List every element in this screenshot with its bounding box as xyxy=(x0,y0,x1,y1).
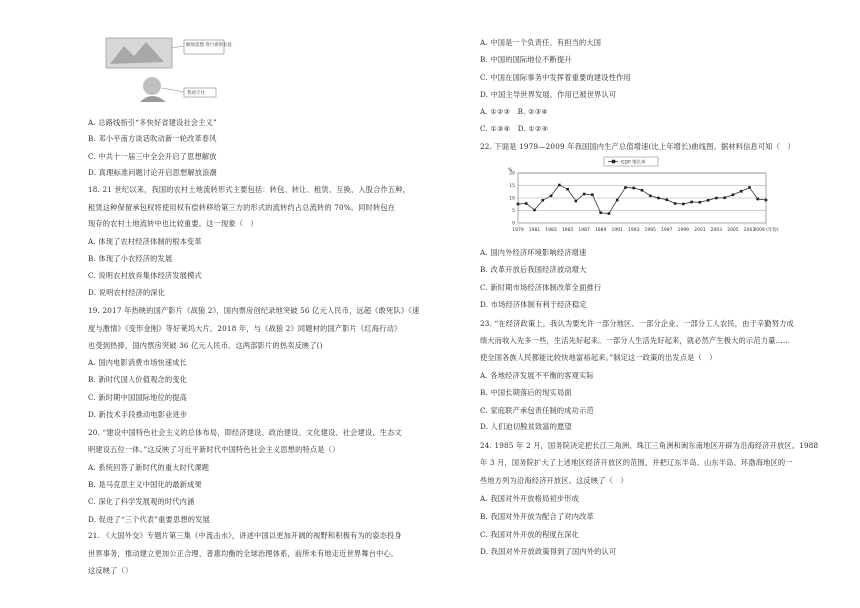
text-line: B. 改革开放后我国经济波动增大 xyxy=(480,265,587,274)
text-line: A. 系统回答了新时代的重大时代课题 xyxy=(88,463,210,472)
legend-label: GDP 增长率 xyxy=(621,160,646,166)
data-point xyxy=(723,196,726,199)
text-line: 24. 1985 年 2 月，国务院决定把长江三角洲、珠江三角洲和闽东南地区开辟为沿海经济开放区。1988 xyxy=(480,441,819,450)
data-point xyxy=(715,197,718,200)
data-point xyxy=(517,203,520,206)
text-line: C. 中共十一届三中全会开启了思想解放 xyxy=(88,152,217,161)
x-tick-label: 1987 xyxy=(578,228,590,233)
text-line: A. ①②③ B. ②③④ xyxy=(480,107,549,116)
text-line: C. 家庭联产承包责任制的成功示范 xyxy=(480,406,594,415)
text-line: B. 中国长期落后的现实局面 xyxy=(480,388,572,397)
text-line: 现存的农村土地流转中也比较重要。这一现象（ ） xyxy=(88,219,258,228)
data-point xyxy=(674,202,677,205)
text-line: 20. “建设中国特色社会主义的总体布局，即经济建设、政治建设、文化建设、社会建设、生态文 xyxy=(88,428,402,437)
x-tick-label: 1981 xyxy=(528,228,541,233)
text-line: A. 国内电影消费市场快速成长 xyxy=(88,358,188,367)
text-line: 绩大而收入先多一些，生活先好起来。一部分人生活先好起来，就必然产生极大的示范力量…… xyxy=(480,336,791,345)
text-line: A. 中国是一个负责任、有担当的大国 xyxy=(480,38,602,47)
data-point xyxy=(666,198,669,201)
data-point xyxy=(591,193,594,196)
text-line: 租赁这种保留承包权将使用权有偿转移给第三方的形式的流转约占总流转的 70%。同时转包在 xyxy=(88,203,396,212)
data-point xyxy=(575,200,578,203)
text-line: 19. 2017 年热映的国产影片《战狼 2》，国内票房创纪录地突破 56 亿元人民币，远超《敢死队》《速 xyxy=(88,306,420,315)
cartoon-label-top: 解放思想 进行新的长征 xyxy=(186,43,233,48)
text-line: D. 新技术手段推动电影业进步 xyxy=(88,410,188,419)
data-point xyxy=(566,188,569,191)
text-line: C. 新时期市场经济体制改革全面推行 xyxy=(480,283,602,292)
text-line: D. 说明农村经济的深化 xyxy=(88,288,166,297)
data-point xyxy=(756,198,759,201)
x-tick-label: 1995 xyxy=(644,228,656,233)
text-line: D. 中国主导世界发展、作用已被世界认可 xyxy=(480,90,617,99)
x-tick-label: 1993 xyxy=(628,228,640,233)
y-tick-label: 15 xyxy=(509,184,515,189)
x-tick-label: 2001 xyxy=(694,228,706,233)
y-axis-label: % xyxy=(508,168,513,173)
data-point xyxy=(641,189,644,192)
text-line: 23. “在经济政策上，我认为要允许一部分地区、一部分企业、一部分工人农民，由于辛勤努力成 xyxy=(480,319,794,328)
data-point xyxy=(748,186,751,189)
text-line: B. 是马克思主义中国化的最新成果 xyxy=(88,480,202,489)
cartoon-illustration xyxy=(104,36,234,108)
x-tick-label: 2005 xyxy=(727,228,739,233)
text-line: D. 人们迫切脱贫致富的愿望 xyxy=(480,422,572,431)
y-tick-label: 0 xyxy=(512,221,515,227)
text-line: A. 各地经济发展不平衡的客观实际 xyxy=(480,371,594,380)
x-tick-label: 1985 xyxy=(561,228,574,233)
data-point xyxy=(583,193,586,196)
x-tick-label: 1989 xyxy=(594,228,607,233)
text-line: 使全国各族人民都能比较快地富裕起来。”制定这一政策的出发点是（ ） xyxy=(480,353,717,362)
x-tick-label: 1979 xyxy=(512,228,524,233)
gdp-growth-chart xyxy=(494,155,804,235)
text-line: 21. 《大国外交》专题片第三集《中流击水》，讲述中国以更加开阔的视野和积极有为的姿态投身 xyxy=(88,531,402,540)
x-tick-label: 1991 xyxy=(611,228,623,233)
text-line: 明建设五位一体。”这反映了习近平新时代中国特色社会主义思想的特点是（） xyxy=(88,445,340,454)
text-line: C. 中国在国际事务中发挥着重要的建设性作用 xyxy=(480,73,631,82)
text-line: 世界事务，推动建立更加公正合理、普惠均衡的全球治理体系，前所未有地走近世界舞台中心。 xyxy=(88,549,399,558)
x-tick-label: 1983 xyxy=(545,228,557,233)
data-point xyxy=(558,184,561,187)
data-point xyxy=(525,202,528,205)
data-point xyxy=(550,194,553,197)
text-line: A. 国内外经济环境影响经济增速 xyxy=(480,248,587,257)
text-line: C. 我国对外开放的程度在深化 xyxy=(480,530,580,539)
y-tick-label: 20 xyxy=(509,171,515,177)
text-line: A. 我国对外开放格局初步形成 xyxy=(480,494,580,503)
cartoon-label-bottom: 我看守住 xyxy=(187,91,205,96)
text-line: 也受到热捧，国内票房突破 36 亿元人民币。这两部影片的热卖反映了() xyxy=(88,341,323,350)
text-line: C. ①③④ D. ①②④ xyxy=(480,124,549,133)
data-point xyxy=(599,211,602,214)
text-line: B. 邓小平南方谈话吹动新一轮改革春风 xyxy=(88,134,217,143)
x-tick-label: 2009 (年份) xyxy=(753,228,779,233)
data-point xyxy=(740,190,743,193)
text-line: A. 总路线指引“多快好省建设社会主义” xyxy=(88,118,217,127)
data-point xyxy=(732,193,735,196)
text-line: 这反映了（） xyxy=(88,566,133,575)
legend-marker xyxy=(612,160,615,163)
data-point xyxy=(649,194,652,197)
y-tick-label: 10 xyxy=(509,196,515,202)
text-line: D. 市场经济体制有利于经济稳定 xyxy=(480,300,587,309)
text-line: 22. 下面是 1979—2009 年我国国内生产总值增速(比上年增长)曲线图。据材料信息可知（ ） xyxy=(480,142,795,151)
text-line: B. 新时代国人价值观念的变化 xyxy=(88,375,188,384)
data-point xyxy=(699,201,702,204)
x-tick-label: 1999 xyxy=(677,228,690,233)
data-point xyxy=(624,186,627,189)
data-point xyxy=(682,203,685,206)
data-point xyxy=(632,187,635,190)
text-line: A. 体现了农村经济体制的根本变革 xyxy=(88,237,202,246)
text-line: B. 我国对外开放为配合了对内改革 xyxy=(480,512,594,521)
text-line: 度与激情》《变形金刚》等好莱坞大片。2018 年，与《战狼 2》同题材的国产影片《红海行动》 xyxy=(88,324,402,333)
data-point xyxy=(707,199,710,202)
data-point xyxy=(765,199,768,202)
data-point xyxy=(608,212,611,215)
data-point xyxy=(542,199,545,202)
x-tick-label: 2007 xyxy=(743,228,756,233)
text-line: D. 真理标准问题讨论开启思想解放浪潮 xyxy=(88,168,217,177)
data-point xyxy=(657,197,660,200)
text-line: D. 我国对外开放政策得到了国内外的认可 xyxy=(480,547,617,556)
text-line: C. 说明农村放弃集体经济发展模式 xyxy=(88,271,202,280)
data-point xyxy=(616,199,619,202)
text-line: C. 深化了科学发展观的时代内涵 xyxy=(88,497,195,506)
text-line: 年 3 月，国务院扩大了上述地区经济开放区的范围，并把辽东半岛、山东半岛、环渤海地区的一 xyxy=(480,458,793,467)
data-point xyxy=(533,209,536,212)
text-line: B. 体现了小农经济的发展 xyxy=(88,254,173,263)
y-tick-label: 5 xyxy=(512,209,515,214)
x-tick-label: 2003 xyxy=(710,228,723,233)
text-line: C. 新时期中国国际地位的提高 xyxy=(88,393,188,402)
text-line: 18. 21 世纪以来，我国的农村土地流转形式主要包括：转包、转让、租赁、互换、入股合作五种， xyxy=(88,185,411,194)
text-line: 些地方列为沿海经济开放区。这反映了（ ） xyxy=(480,476,628,485)
text-line: D. 促进了“三个代表”重要思想的发展 xyxy=(88,515,210,524)
text-line: B. 中国的国际地位不断提升 xyxy=(480,55,572,64)
x-tick-label: 1997 xyxy=(661,228,673,233)
data-point xyxy=(690,201,693,204)
